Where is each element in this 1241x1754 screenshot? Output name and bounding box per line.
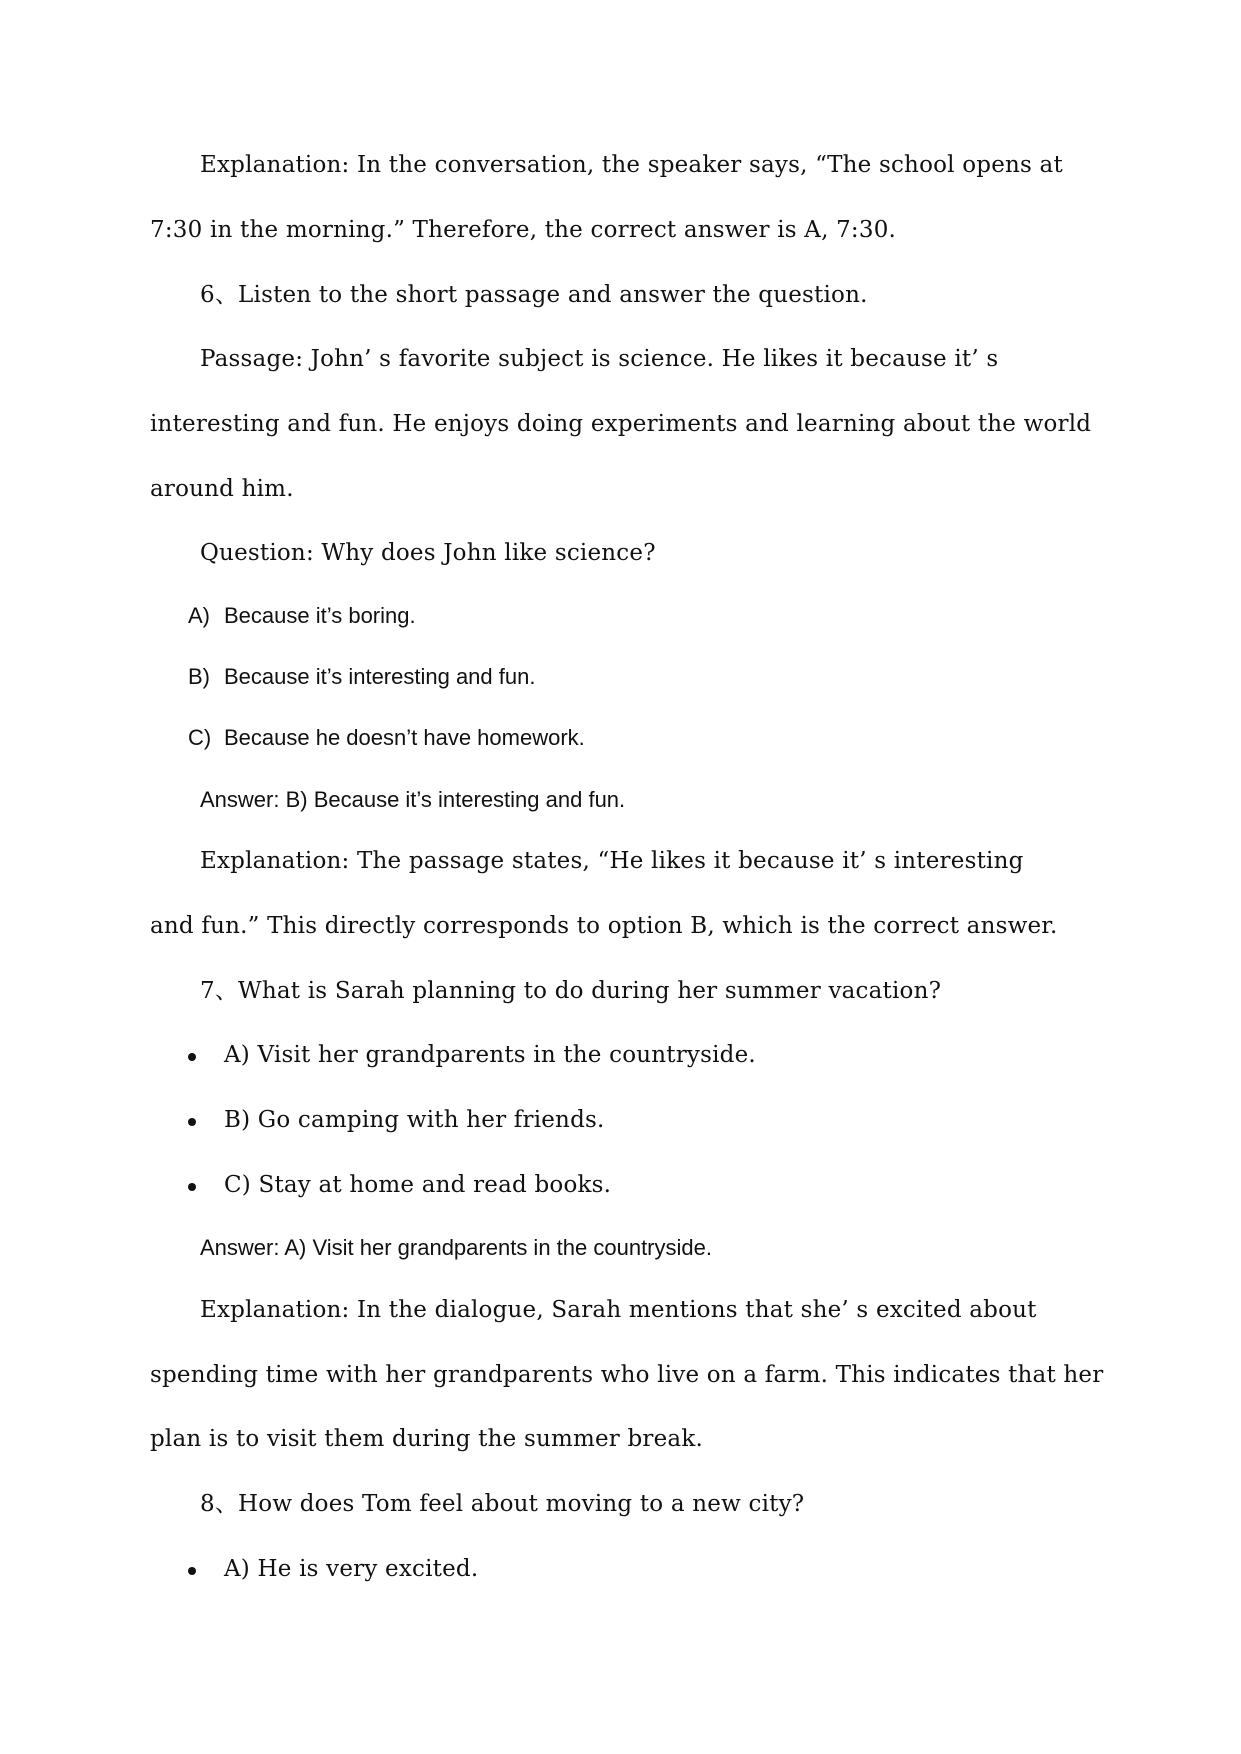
q6-option-b-letter: B)	[188, 664, 210, 689]
bullet-icon	[188, 1183, 196, 1191]
bullet-icon	[188, 1053, 196, 1061]
q6-explanation-line-2: and fun.” This directly corresponds to option B, which is the correct answer.	[150, 913, 1058, 939]
q7-option-c: C) Stay at home and read books.	[224, 1172, 612, 1198]
q6-explanation-line-1: Explanation: The passage states, “He likes it because it’ s interesting	[200, 848, 1024, 874]
q7-explanation-line-1: Explanation: In the dialogue, Sarah mentions that she’ s excited about	[200, 1297, 1037, 1323]
q6-option-b-text: Because it’s interesting and fun.	[224, 664, 536, 689]
q8-heading: 8、How does Tom feel about moving to a new city?	[200, 1491, 805, 1517]
q6-passage-line-3: around him.	[150, 476, 294, 502]
q6-question: Question: Why does John like science?	[200, 540, 656, 566]
q6-heading: 6、Listen to the short passage and answer the question.	[200, 282, 868, 308]
q6-option-c-text: Because he doesn’t have homework.	[224, 725, 585, 750]
q6-option-a-letter: A)	[188, 603, 210, 628]
q6-option-c-letter: C)	[188, 725, 212, 750]
bullet-icon	[188, 1567, 196, 1575]
q7-explanation-line-3: plan is to visit them during the summer break.	[150, 1426, 703, 1452]
q6-option-a-text: Because it’s boring.	[224, 603, 416, 628]
q7-heading: 7、What is Sarah planning to do during her summer vacation?	[200, 978, 942, 1004]
q6-passage-line-1: Passage: John’ s favorite subject is science. He likes it because it’ s	[200, 346, 999, 372]
q7-option-a: A) Visit her grandparents in the countryside.	[224, 1042, 756, 1068]
q6-answer: Answer: B) Because it’s interesting and fun.	[200, 787, 626, 812]
q8-option-a: A) He is very excited.	[224, 1556, 479, 1582]
q6-passage-line-2: interesting and fun. He enjoys doing experiments and learning about the world	[150, 411, 1092, 437]
q7-option-b: B) Go camping with her friends.	[224, 1107, 605, 1133]
q7-explanation-line-2: spending time with her grandparents who live on a farm. This indicates that her	[150, 1362, 1104, 1388]
q5-explanation-line-1: Explanation: In the conversation, the speaker says, “The school opens at	[200, 152, 1063, 178]
q5-explanation-line-2: 7:30 in the morning.” Therefore, the correct answer is A, 7:30.	[150, 217, 897, 243]
q7-answer: Answer: A) Visit her grandparents in the countryside.	[200, 1235, 712, 1260]
bullet-icon	[188, 1118, 196, 1126]
